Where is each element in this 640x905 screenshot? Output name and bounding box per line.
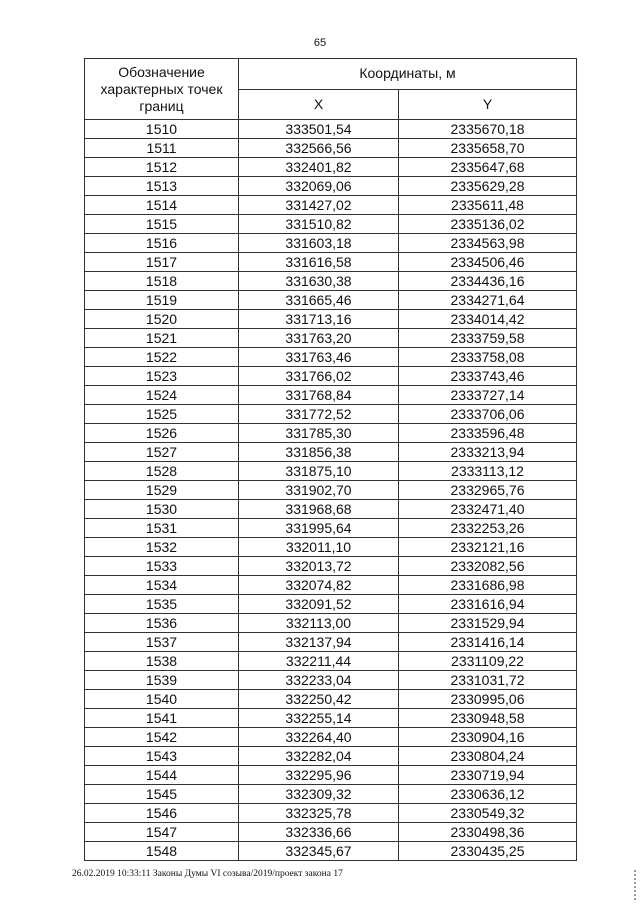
- cell-x: 332250,42: [239, 690, 399, 709]
- cell-y: 2333743,46: [399, 367, 577, 386]
- cell-point: 1536: [85, 614, 239, 633]
- cell-point: 1533: [85, 557, 239, 576]
- cell-y: 2331031,72: [399, 671, 577, 690]
- table-row: [85, 728, 577, 747]
- table-row: [85, 291, 577, 310]
- table-row: [85, 538, 577, 557]
- cell-point: 1522: [85, 348, 239, 367]
- cell-x: 331763,20: [239, 329, 399, 348]
- cell-x: 333501,54: [239, 120, 399, 139]
- cell-point: 1543: [85, 747, 239, 766]
- cell-y: 2332471,40: [399, 500, 577, 519]
- cell-point: 1512: [85, 158, 239, 177]
- cell-y: 2333706,06: [399, 405, 577, 424]
- cell-x: 331665,46: [239, 291, 399, 310]
- cell-x: 332401,82: [239, 158, 399, 177]
- table-row: [85, 177, 577, 196]
- cell-y: 2331686,98: [399, 576, 577, 595]
- cell-point: 1516: [85, 234, 239, 253]
- scan-edge-mark: [634, 870, 636, 902]
- cell-y: 2335670,18: [399, 120, 577, 139]
- cell-y: 2331109,22: [399, 652, 577, 671]
- table-row: [85, 671, 577, 690]
- table-row: [85, 253, 577, 272]
- cell-point: 1540: [85, 690, 239, 709]
- cell-y: 2330904,16: [399, 728, 577, 747]
- table-row: [85, 443, 577, 462]
- table-row: [85, 234, 577, 253]
- cell-x: 331603,18: [239, 234, 399, 253]
- cell-x: 331427,02: [239, 196, 399, 215]
- cell-point: 1541: [85, 709, 239, 728]
- table-row: [85, 367, 577, 386]
- page-number: 65: [313, 37, 327, 49]
- table-row: [85, 709, 577, 728]
- cell-point: 1529: [85, 481, 239, 500]
- cell-y: 2330435,25: [399, 842, 577, 861]
- cell-point: 1524: [85, 386, 239, 405]
- cell-point: 1526: [85, 424, 239, 443]
- cell-y: 2333727,14: [399, 386, 577, 405]
- cell-y: 2334014,42: [399, 310, 577, 329]
- table-row: [85, 215, 577, 234]
- table-row: [85, 329, 577, 348]
- header-y: Y: [399, 89, 577, 120]
- cell-y: 2330948,58: [399, 709, 577, 728]
- cell-point: 1535: [85, 595, 239, 614]
- cell-point: 1523: [85, 367, 239, 386]
- cell-x: 331902,70: [239, 481, 399, 500]
- cell-point: 1530: [85, 500, 239, 519]
- cell-point: 1539: [85, 671, 239, 690]
- cell-x: 331763,46: [239, 348, 399, 367]
- table-row: [85, 690, 577, 709]
- cell-x: 332074,82: [239, 576, 399, 595]
- table-row: [85, 120, 577, 139]
- table-row: [85, 348, 577, 367]
- cell-point: 1517: [85, 253, 239, 272]
- cell-point: 1513: [85, 177, 239, 196]
- table-row: [85, 595, 577, 614]
- cell-y: 2335611,48: [399, 196, 577, 215]
- cell-y: 2333596,48: [399, 424, 577, 443]
- cell-point: 1548: [85, 842, 239, 861]
- cell-point: 1511: [85, 139, 239, 158]
- cell-x: 332345,67: [239, 842, 399, 861]
- cell-y: 2335136,02: [399, 215, 577, 234]
- cell-point: 1521: [85, 329, 239, 348]
- cell-y: 2333759,58: [399, 329, 577, 348]
- cell-x: 332233,04: [239, 671, 399, 690]
- cell-point: 1547: [85, 823, 239, 842]
- cell-point: 1537: [85, 633, 239, 652]
- document-footer: 26.02.2019 10:33:11 Законы Думы VI созыва/2019/проект закона 17: [72, 869, 343, 879]
- cell-point: 1519: [85, 291, 239, 310]
- table-row: [85, 823, 577, 842]
- cell-y: 2330498,36: [399, 823, 577, 842]
- cell-point: 1518: [85, 272, 239, 291]
- table-row: [85, 747, 577, 766]
- cell-point: 1515: [85, 215, 239, 234]
- cell-x: 331630,38: [239, 272, 399, 291]
- cell-x: 332113,00: [239, 614, 399, 633]
- cell-y: 2333758,08: [399, 348, 577, 367]
- header-point-designation: Обозначение характерных точек границ: [85, 59, 239, 120]
- cell-point: 1510: [85, 120, 239, 139]
- cell-x: 332211,44: [239, 652, 399, 671]
- cell-x: 332264,40: [239, 728, 399, 747]
- table-row: [85, 614, 577, 633]
- cell-y: 2331416,14: [399, 633, 577, 652]
- cell-x: 331785,30: [239, 424, 399, 443]
- cell-y: 2332121,16: [399, 538, 577, 557]
- table-row: [85, 519, 577, 538]
- cell-y: 2332253,26: [399, 519, 577, 538]
- cell-x: 332011,10: [239, 538, 399, 557]
- cell-y: 2330804,24: [399, 747, 577, 766]
- cell-y: 2330719,94: [399, 766, 577, 785]
- header-coordinates: Координаты, м: [239, 59, 577, 90]
- cell-x: 331995,64: [239, 519, 399, 538]
- table-row: [85, 766, 577, 785]
- table-body: [85, 120, 577, 861]
- cell-x: 331616,58: [239, 253, 399, 272]
- cell-x: 332137,94: [239, 633, 399, 652]
- cell-y: 2333213,94: [399, 443, 577, 462]
- table-row: [85, 500, 577, 519]
- cell-point: 1542: [85, 728, 239, 747]
- cell-x: 331510,82: [239, 215, 399, 234]
- cell-x: 331713,16: [239, 310, 399, 329]
- cell-x: 332336,66: [239, 823, 399, 842]
- cell-point: 1546: [85, 804, 239, 823]
- cell-x: 331875,10: [239, 462, 399, 481]
- cell-x: 331768,84: [239, 386, 399, 405]
- cell-x: 332013,72: [239, 557, 399, 576]
- cell-point: 1544: [85, 766, 239, 785]
- cell-point: 1532: [85, 538, 239, 557]
- cell-x: 331766,02: [239, 367, 399, 386]
- cell-x: 332282,04: [239, 747, 399, 766]
- cell-y: 2335658,70: [399, 139, 577, 158]
- cell-x: 332309,32: [239, 785, 399, 804]
- cell-y: 2335629,28: [399, 177, 577, 196]
- cell-x: 332255,14: [239, 709, 399, 728]
- table-row: [85, 557, 577, 576]
- table-row: [85, 310, 577, 329]
- cell-y: 2330995,06: [399, 690, 577, 709]
- cell-point: 1514: [85, 196, 239, 215]
- cell-point: 1545: [85, 785, 239, 804]
- cell-x: 331856,38: [239, 443, 399, 462]
- cell-y: 2333113,12: [399, 462, 577, 481]
- cell-y: 2331616,94: [399, 595, 577, 614]
- table-row: [85, 576, 577, 595]
- cell-point: 1520: [85, 310, 239, 329]
- cell-point: 1538: [85, 652, 239, 671]
- table-row: [85, 462, 577, 481]
- cell-x: 332069,06: [239, 177, 399, 196]
- cell-y: 2331529,94: [399, 614, 577, 633]
- cell-y: 2334506,46: [399, 253, 577, 272]
- cell-y: 2332082,56: [399, 557, 577, 576]
- cell-y: 2335647,68: [399, 158, 577, 177]
- table-row: [85, 481, 577, 500]
- cell-x: 331968,68: [239, 500, 399, 519]
- cell-y: 2334271,64: [399, 291, 577, 310]
- table-row: [85, 196, 577, 215]
- coordinates-table: [84, 58, 577, 861]
- cell-x: 331772,52: [239, 405, 399, 424]
- table-row: [85, 652, 577, 671]
- cell-point: 1527: [85, 443, 239, 462]
- table-row: [85, 158, 577, 177]
- cell-point: 1531: [85, 519, 239, 538]
- cell-x: 332566,56: [239, 139, 399, 158]
- table-row: [85, 272, 577, 291]
- table-row: [85, 386, 577, 405]
- cell-y: 2330636,12: [399, 785, 577, 804]
- cell-x: 332091,52: [239, 595, 399, 614]
- table-row: [85, 139, 577, 158]
- cell-x: 332325,78: [239, 804, 399, 823]
- cell-y: 2334563,98: [399, 234, 577, 253]
- cell-y: 2330549,32: [399, 804, 577, 823]
- table-row: [85, 804, 577, 823]
- table-row: [85, 785, 577, 804]
- table-row: [85, 842, 577, 861]
- cell-point: 1534: [85, 576, 239, 595]
- cell-point: 1528: [85, 462, 239, 481]
- cell-x: 332295,96: [239, 766, 399, 785]
- table-row: [85, 405, 577, 424]
- header-x: X: [239, 89, 399, 120]
- table-row: [85, 633, 577, 652]
- cell-point: 1525: [85, 405, 239, 424]
- cell-y: 2334436,16: [399, 272, 577, 291]
- cell-y: 2332965,76: [399, 481, 577, 500]
- table-row: [85, 424, 577, 443]
